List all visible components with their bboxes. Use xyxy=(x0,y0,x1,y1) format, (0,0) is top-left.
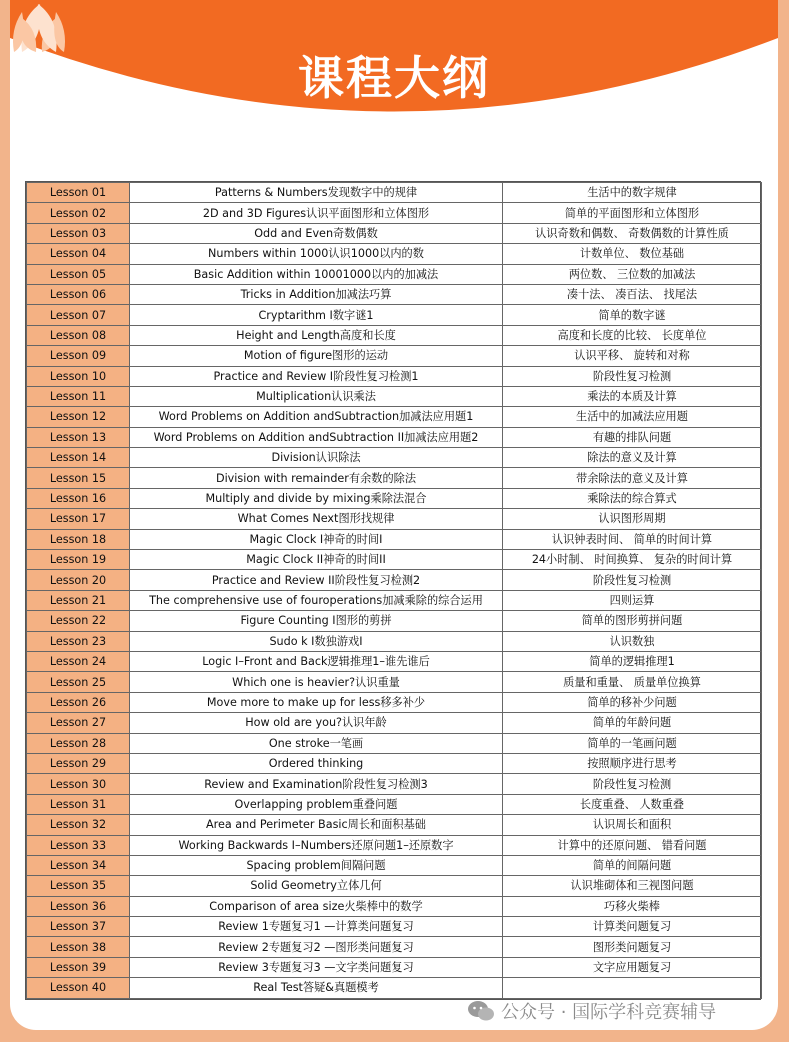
lesson-cell: Lesson 37 xyxy=(27,917,130,937)
point-cell: 阶段性复习检测 xyxy=(503,366,762,386)
leaf-deco-right-icon xyxy=(10,0,68,56)
lesson-cell: Lesson 12 xyxy=(27,407,130,427)
lesson-cell: Lesson 30 xyxy=(27,774,130,794)
point-cell: 阶段性复习检测 xyxy=(503,774,762,794)
topic-cell: Word Problems on Addition andSubtraction II加减法应用题2 xyxy=(130,427,503,447)
point-cell: 简单的移补少问题 xyxy=(503,692,762,712)
table-row xyxy=(27,937,762,957)
topic-cell: Multiply and divide by mixing乘除法混合 xyxy=(130,488,503,508)
topic-cell: Word Problems on Addition andSubtraction加减法应用题1 xyxy=(130,407,503,427)
table-row xyxy=(27,917,762,937)
table-row xyxy=(27,651,762,671)
lesson-cell: Lesson 31 xyxy=(27,794,130,814)
topic-cell: Review 1专题复习1 —计算类问题复习 xyxy=(130,917,503,937)
topic-cell: Division认识除法 xyxy=(130,448,503,468)
point-cell: 凑十法、 凑百法、 找尾法 xyxy=(503,284,762,304)
table-row xyxy=(27,244,762,264)
point-cell: 认识钟表时间、 简单的时间计算 xyxy=(503,529,762,549)
point-cell: 计算中的还原问题、 错看问题 xyxy=(503,835,762,855)
table-row xyxy=(27,896,762,916)
table-row xyxy=(27,855,762,875)
point-cell: 长度重叠、 人数重叠 xyxy=(503,794,762,814)
topic-cell: 2D and 3D Figures认识平面图形和立体图形 xyxy=(130,203,503,223)
table-row xyxy=(27,509,762,529)
point-cell: 计算类问题复习 xyxy=(503,917,762,937)
table-row xyxy=(27,692,762,712)
topic-cell: Area and Perimeter Basic周长和面积基础 xyxy=(130,815,503,835)
point-cell: 四则运算 xyxy=(503,590,762,610)
topic-cell: One stroke一笔画 xyxy=(130,733,503,753)
lesson-cell: Lesson 24 xyxy=(27,651,130,671)
topic-cell: Review 3专题复习3 —文字类问题复习 xyxy=(130,957,503,977)
point-cell: 生活中的数字规律 xyxy=(503,183,762,203)
topic-cell: Figure Counting I图形的剪拼 xyxy=(130,611,503,631)
topic-cell: Motion of figure图形的运动 xyxy=(130,346,503,366)
topic-cell: Real Test答疑&真题模考 xyxy=(130,978,503,998)
table-row xyxy=(27,590,762,610)
topic-cell: Division with remainder有余数的除法 xyxy=(130,468,503,488)
topic-cell: Comparison of area size火柴棒中的数学 xyxy=(130,896,503,916)
lesson-cell: Lesson 04 xyxy=(27,244,130,264)
lesson-cell: Lesson 40 xyxy=(27,978,130,998)
lesson-cell: Lesson 07 xyxy=(27,305,130,325)
topic-cell: Multiplication认识乘法 xyxy=(130,386,503,406)
point-cell: 图形类问题复习 xyxy=(503,937,762,957)
table-row xyxy=(27,733,762,753)
table-row xyxy=(27,815,762,835)
lesson-cell: Lesson 11 xyxy=(27,386,130,406)
lesson-cell: Lesson 20 xyxy=(27,570,130,590)
point-cell: 两位数、 三位数的加减法 xyxy=(503,264,762,284)
lesson-cell: Lesson 34 xyxy=(27,855,130,875)
point-cell: 认识周长和面积 xyxy=(503,815,762,835)
table-row xyxy=(27,713,762,733)
point-cell: 阶段性复习检测 xyxy=(503,570,762,590)
lesson-cell: Lesson 36 xyxy=(27,896,130,916)
lesson-cell: Lesson 09 xyxy=(27,346,130,366)
table-row xyxy=(27,550,762,570)
point-cell: 乘除法的综合算式 xyxy=(503,488,762,508)
table-row xyxy=(27,794,762,814)
table-row xyxy=(27,672,762,692)
lesson-cell: Lesson 16 xyxy=(27,488,130,508)
topic-cell: Practice and Review II阶段性复习检测2 xyxy=(130,570,503,590)
topic-cell: Sudo k I数独游戏I xyxy=(130,631,503,651)
point-cell: 按照顺序进行思考 xyxy=(503,753,762,773)
topic-cell: Spacing problem间隔问题 xyxy=(130,855,503,875)
lesson-cell: Lesson 10 xyxy=(27,366,130,386)
point-cell: 简单的逻辑推理1 xyxy=(503,651,762,671)
topic-cell: Solid Geometry立体几何 xyxy=(130,876,503,896)
point-cell: 巧移火柴棒 xyxy=(503,896,762,916)
lesson-cell: Lesson 26 xyxy=(27,692,130,712)
lesson-cell: Lesson 27 xyxy=(27,713,130,733)
table-row xyxy=(27,774,762,794)
table-row xyxy=(27,264,762,284)
topic-cell: Which one is heavier?认识重量 xyxy=(130,672,503,692)
table-row xyxy=(27,835,762,855)
table-row xyxy=(27,284,762,304)
point-cell: 认识平移、 旋转和对称 xyxy=(503,346,762,366)
lesson-cell: Lesson 13 xyxy=(27,427,130,447)
point-cell xyxy=(503,978,762,998)
point-cell: 质量和重量、 质量单位换算 xyxy=(503,672,762,692)
point-cell: 带余除法的意义及计算 xyxy=(503,468,762,488)
table-row xyxy=(27,366,762,386)
topic-cell: Basic Addition within 10001000以内的加减法 xyxy=(130,264,503,284)
page-title: 课程大纲 xyxy=(298,51,490,105)
lesson-cell: Lesson 28 xyxy=(27,733,130,753)
point-cell: 生活中的加减法应用题 xyxy=(503,407,762,427)
table-row xyxy=(27,978,762,998)
lesson-cell: Lesson 39 xyxy=(27,957,130,977)
lesson-cell: Lesson 18 xyxy=(27,529,130,549)
table-row xyxy=(27,753,762,773)
topic-cell: Ordered thinking xyxy=(130,753,503,773)
table-row xyxy=(27,876,762,896)
lesson-cell: Lesson 23 xyxy=(27,631,130,651)
table-row xyxy=(27,488,762,508)
lesson-cell: Lesson 03 xyxy=(27,223,130,243)
topic-cell: Review and Examination阶段性复习检测3 xyxy=(130,774,503,794)
table-row xyxy=(27,325,762,345)
table-row xyxy=(27,448,762,468)
point-cell: 24小时制、 时间换算、 复杂的时间计算 xyxy=(503,550,762,570)
lesson-cell: Lesson 14 xyxy=(27,448,130,468)
table-row xyxy=(27,427,762,447)
topic-cell: What Comes Next图形找规律 xyxy=(130,509,503,529)
topic-cell: Tricks in Addition加减法巧算 xyxy=(130,284,503,304)
lesson-cell: Lesson 01 xyxy=(27,183,130,203)
topic-cell: Magic Clock II神奇的时间II xyxy=(130,550,503,570)
topic-cell: The comprehensive use of fouroperations加减乘除的综合运用 xyxy=(130,590,503,610)
lesson-cell: Lesson 21 xyxy=(27,590,130,610)
topic-cell: Patterns & Numbers发现数字中的规律 xyxy=(130,183,503,203)
lesson-cell: Lesson 25 xyxy=(27,672,130,692)
wechat-icon xyxy=(467,1000,495,1022)
topic-cell: Magic Clock I神奇的时间I xyxy=(130,529,503,549)
header-banner xyxy=(10,0,778,148)
lesson-cell: Lesson 35 xyxy=(27,876,130,896)
point-cell: 简单的数字谜 xyxy=(503,305,762,325)
point-cell: 认识图形周期 xyxy=(503,509,762,529)
lesson-cell: Lesson 06 xyxy=(27,284,130,304)
table-row xyxy=(27,631,762,651)
point-cell: 高度和长度的比较、 长度单位 xyxy=(503,325,762,345)
point-cell: 认识奇数和偶数、 奇数偶数的计算性质 xyxy=(503,223,762,243)
point-cell: 简单的平面图形和立体图形 xyxy=(503,203,762,223)
table-row xyxy=(27,570,762,590)
topic-cell: Review 2专题复习2 —图形类问题复习 xyxy=(130,937,503,957)
table-row xyxy=(27,183,762,203)
table-row xyxy=(27,305,762,325)
watermark-text: 公众号 · 国际学科竞赛辅导 xyxy=(501,1002,717,1023)
point-cell: 认识数独 xyxy=(503,631,762,651)
table-row xyxy=(27,223,762,243)
table-row xyxy=(27,468,762,488)
topic-cell: Overlapping problem重叠问题 xyxy=(130,794,503,814)
lesson-cell: Lesson 22 xyxy=(27,611,130,631)
topic-cell: Working Backwards I–Numbers还原问题1–还原数字 xyxy=(130,835,503,855)
topic-cell: Move more to make up for less移多补少 xyxy=(130,692,503,712)
lesson-cell: Lesson 32 xyxy=(27,815,130,835)
lesson-cell: Lesson 29 xyxy=(27,753,130,773)
syllabus-card xyxy=(10,0,778,1030)
table-row xyxy=(27,346,762,366)
lesson-cell: Lesson 33 xyxy=(27,835,130,855)
point-cell: 文字应用题复习 xyxy=(503,957,762,977)
point-cell: 简单的间隔问题 xyxy=(503,855,762,875)
lesson-cell: Lesson 05 xyxy=(27,264,130,284)
topic-cell: Cryptarithm I数字谜1 xyxy=(130,305,503,325)
topic-cell: Height and Length高度和长度 xyxy=(130,325,503,345)
lesson-cell: Lesson 38 xyxy=(27,937,130,957)
topic-cell: Numbers within 1000认识1000以内的数 xyxy=(130,244,503,264)
point-cell: 认识堆砌体和三视图问题 xyxy=(503,876,762,896)
point-cell: 简单的年龄问题 xyxy=(503,713,762,733)
lesson-cell: Lesson 15 xyxy=(27,468,130,488)
topic-cell: Practice and Review I阶段性复习检测1 xyxy=(130,366,503,386)
point-cell: 简单的图形剪拼问题 xyxy=(503,611,762,631)
table-row xyxy=(27,203,762,223)
watermark xyxy=(467,998,716,1024)
table-row xyxy=(27,957,762,977)
table-row xyxy=(27,529,762,549)
point-cell: 乘法的本质及计算 xyxy=(503,386,762,406)
lesson-cell: Lesson 02 xyxy=(27,203,130,223)
table-row xyxy=(27,611,762,631)
topic-cell: Logic I–Front and Back逻辑推理1–谁先谁后 xyxy=(130,651,503,671)
point-cell: 除法的意义及计算 xyxy=(503,448,762,468)
lesson-cell: Lesson 17 xyxy=(27,509,130,529)
point-cell: 有趣的排队问题 xyxy=(503,427,762,447)
topic-cell: How old are you?认识年龄 xyxy=(130,713,503,733)
topic-cell: Odd and Even奇数偶数 xyxy=(130,223,503,243)
point-cell: 计数单位、 数位基础 xyxy=(503,244,762,264)
lesson-cell: Lesson 19 xyxy=(27,550,130,570)
point-cell: 简单的一笔画问题 xyxy=(503,733,762,753)
table-row xyxy=(27,407,762,427)
table-row xyxy=(27,386,762,406)
lesson-cell: Lesson 08 xyxy=(27,325,130,345)
syllabus-table xyxy=(25,181,761,1000)
